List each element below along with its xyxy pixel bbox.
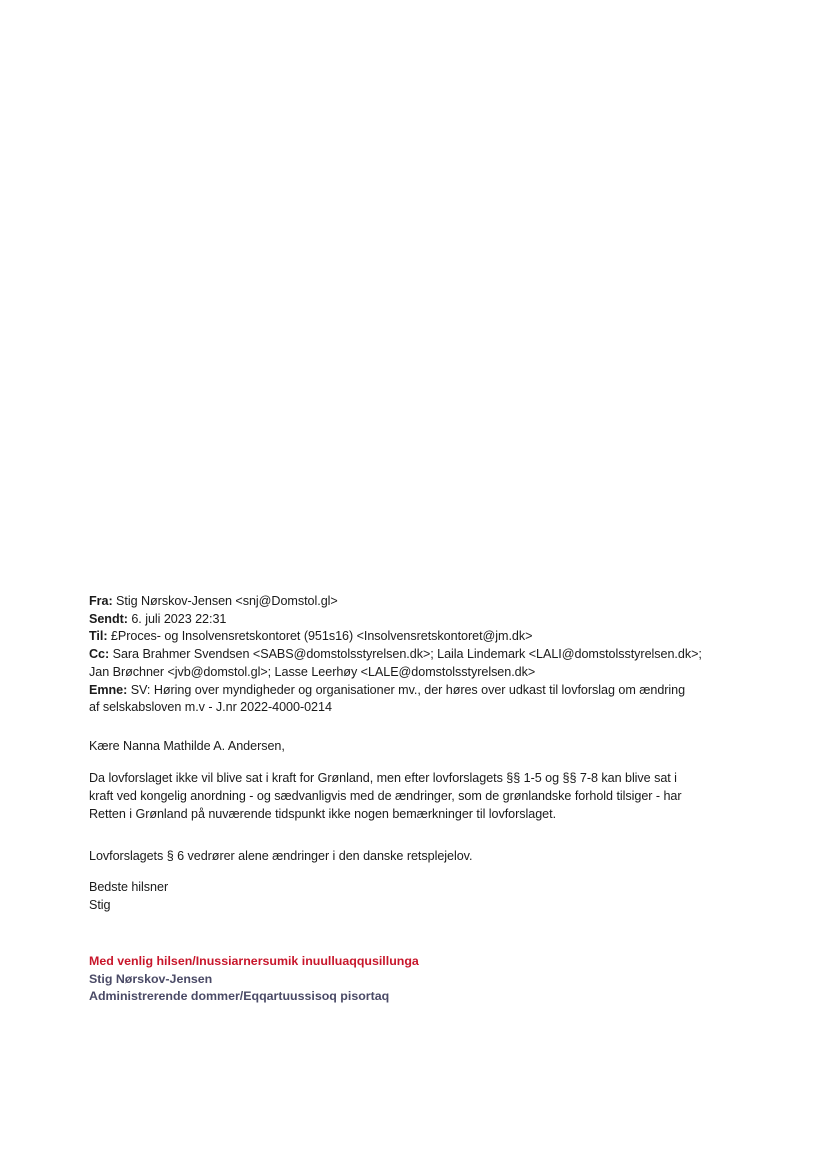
body-paragraph-1 <box>89 769 749 823</box>
signature-name: Stig Nørskov-Jensen <box>89 971 213 986</box>
cc-row <box>89 646 749 664</box>
cc-row-continued <box>89 664 749 682</box>
body-paragraph-2: Lovforslagets § 6 vedrører alene ændringer i den danske retsplejelov. <box>89 849 473 863</box>
cc-value-line2: Jan Brøchner <jvb@domstol.gl>; Lasse Leerhøy <LALE@domstolsstyrelsen.dk> <box>89 664 536 679</box>
to-label: Til: <box>89 629 108 644</box>
closing <box>89 878 749 914</box>
subject-row <box>89 682 749 700</box>
closing-line-1: Bedste hilsner <box>89 880 169 894</box>
paragraph-1-line-1: Da lovforslaget ikke vil blive sat i kraft for Grønland, men efter lovforslagets §§ 1-5 og §§ 7-8 kan blive sat i <box>89 771 677 785</box>
signature-greeting: Med venlig hilsen/Inussiarnersumik inuulluaqqusillunga <box>89 954 419 968</box>
paragraph-1-line-2: kraft ved kongelig anordning - og sædvanligvis med de ændringer, som de grønlandske forhold tilsiger - har <box>89 789 682 803</box>
subject-label: Emne: <box>89 682 128 697</box>
from-label: Fra: <box>89 594 113 608</box>
paragraph-1-line-3: Retten i Grønland på nuværende tidspunkt ikke nogen bemærkninger til lovforslaget. <box>89 807 557 821</box>
cc-label: Cc: <box>89 647 110 662</box>
signature-title: Administrerende dommer/Eqqartuussisoq pisortaq <box>89 989 390 1003</box>
subject-value-line1: SV: Høring over myndigheder og organisationer mv., der høres over udkast til lovforslag om ændring <box>130 682 686 697</box>
closing-line-2: Stig <box>89 898 111 912</box>
subject-row-continued <box>89 699 749 717</box>
from-value: Stig Nørskov-Jensen <snj@Domstol.gl> <box>116 594 338 608</box>
email-header <box>89 593 749 717</box>
greeting: Kære Nanna Mathilde A. Andersen, <box>89 739 285 753</box>
sent-row <box>89 611 749 629</box>
sent-label: Sendt: <box>89 611 128 626</box>
to-value: £Proces- og Insolvensretskontoret (951s16) <Insolvensretskontoret@jm.dk> <box>110 629 533 644</box>
to-row <box>89 628 749 646</box>
cc-value-line1: Sara Brahmer Svendsen <SABS@domstolsstyrelsen.dk>; Laila Lindemark <LALI@domstolsstyrelsen.dk>; <box>112 647 702 662</box>
from-row <box>89 593 749 611</box>
signature-block <box>89 953 749 1006</box>
sent-value: 6. juli 2023 22:31 <box>131 611 227 626</box>
subject-value-line2: af selskabsloven m.v - J.nr 2022-4000-0214 <box>89 700 332 715</box>
